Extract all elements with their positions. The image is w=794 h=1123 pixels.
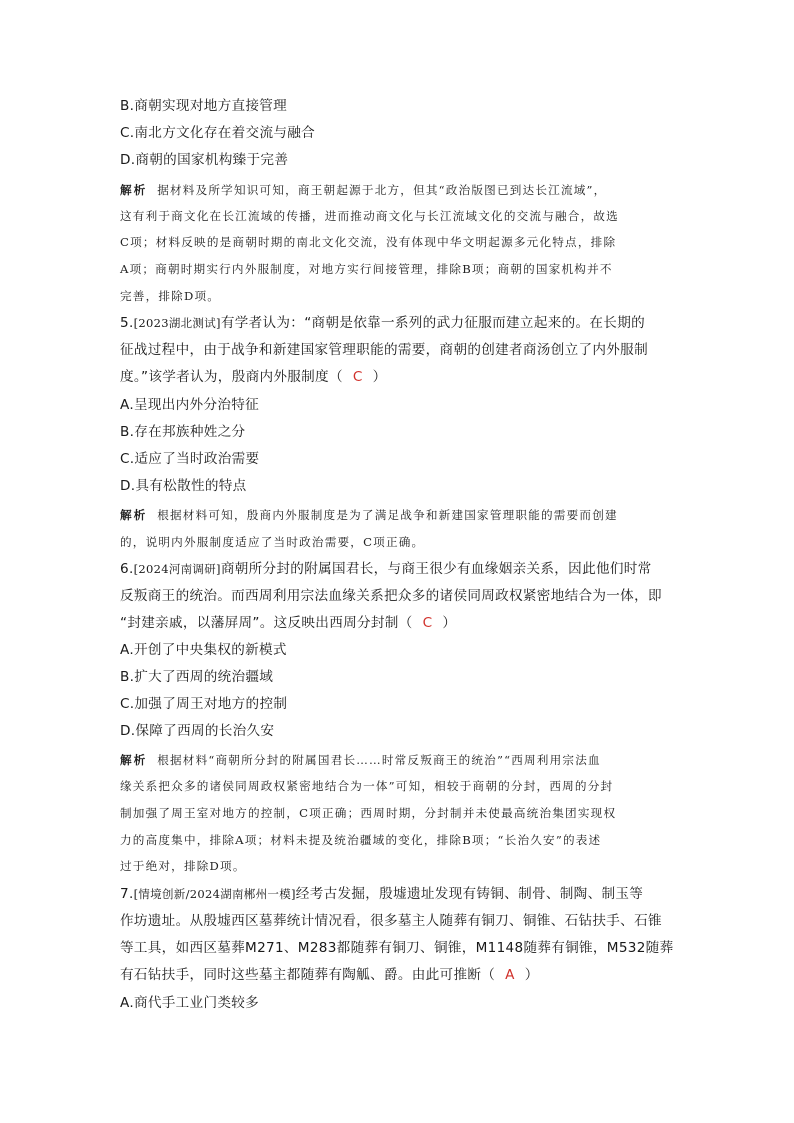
q4-explanation-line: C项；材料反映的是商朝时期的南北文化交流，没有体现中华文明起源多元化特点，排除 <box>120 235 617 249</box>
q6-explanation-line: 力的高度集中，排除A项；材料未提及统治疆域的变化，排除B项；“长治久安”的表述 <box>120 833 602 847</box>
q7-stem-line: 作坊遗址。从殷墟西区墓葬统计情况看，很多墓主人随葬有铜刀、铜锥、石钻扶手、石锥 <box>120 913 662 929</box>
q6-stem-line <box>120 614 680 632</box>
q5-option-a: A.呈现出内外分治特征 <box>120 397 260 413</box>
question-text: ） <box>524 967 539 983</box>
q4-explanation-line: 完善，排除D项。 <box>120 289 221 303</box>
q4-explanation-line: 这有利于商文化在长江流域的传播，进而推动商文化与长江流域文化的交流与融合，故选 <box>120 209 619 223</box>
q5-stem-line: 征战过程中，由于战争和新建国家管理职能的需要，商朝的创建者商汤创立了内外服制 <box>120 342 648 358</box>
q7-stem-line: 等工具，如西区墓葬M271、M283都随葬有铜刀、铜锥，M1148随葬有铜锥，M532随葬 <box>120 940 674 956</box>
q6-option-a: A.开创了中央集权的新模式 <box>120 642 287 658</box>
q5-option-b: B.存在邦族种姓之分 <box>120 424 246 440</box>
answer-mark: A <box>505 967 515 983</box>
question-number: 6. <box>120 561 134 577</box>
q4-option-d: D.商朝的国家机构臻于完善 <box>120 152 289 168</box>
q6-option-d: D.保障了西周的长治久安 <box>120 723 275 739</box>
question-number: 7. <box>120 886 134 902</box>
explanation-tag: 解析 <box>120 753 148 767</box>
q5-option-c: C.适应了当时政治需要 <box>120 451 260 467</box>
q5-explanation-line: 的，说明内外服制度适应了当时政治需要，C项正确。 <box>120 535 425 549</box>
question-text: 商朝所分封的附属国君长，与商王很少有血缘姻亲关系，因此他们时常 <box>220 561 652 577</box>
q4-explanation-line: A项；商朝时期实行内外服制度，对地方实行间接管理，排除B项；商朝的国家机构并不 <box>120 262 613 276</box>
q4-option-b: B.商朝实现对地方直接管理 <box>120 98 288 114</box>
q5-option-d: D.具有松散性的特点 <box>120 478 247 494</box>
explanation-tag: 解析 <box>120 508 148 522</box>
q6-explanation-line <box>120 751 680 769</box>
explanation-tag: 解析 <box>120 183 148 197</box>
question-text: “封建亲戚，以藩屏周”。这反映出西周分封制（ <box>120 615 413 631</box>
q6-explanation-line: 过于绝对，排除D项。 <box>120 859 246 873</box>
question-source: [2023湖北测试] <box>133 316 221 330</box>
explanation-text: 根据材料“商朝所分封的附属国君长……时常反叛商王的统治”“西周利用宗法血 <box>157 753 601 767</box>
question-text: 度。”该学者认为，殷商内外服制度（ <box>120 369 343 385</box>
question-text: ） <box>372 369 387 385</box>
explanation-text: 据材料及所学知识可知，商王朝起源于北方，但其“政治版图已到达长江流域”， <box>157 183 607 197</box>
answer-mark: C <box>422 615 433 631</box>
q6-stem-line <box>120 560 680 578</box>
q7-option-a: A.商代手工业门类较多 <box>120 995 260 1011</box>
q5-explanation-line <box>120 506 680 524</box>
q5-stem-line <box>120 314 680 332</box>
question-number: 5. <box>120 315 134 331</box>
explanation-text: 根据材料可知，殷商内外服制度是为了满足战争和新建国家管理职能的需要而创建 <box>157 508 618 522</box>
q5-stem-line <box>120 368 680 386</box>
question-source: [情境创新/2024湖南郴州一模] <box>133 887 296 901</box>
q4-option-c: C.南北方文化存在着交流与融合 <box>120 125 316 141</box>
q6-explanation-line: 制加强了周王室对地方的控制，C项正确；西周时期，分封制并未使最高统治集团实现权 <box>120 806 617 820</box>
question-text: ） <box>442 615 457 631</box>
answer-mark: C <box>352 369 363 385</box>
question-source: [2024河南调研] <box>133 562 221 576</box>
question-text: 有学者认为：“商朝是依靠一系列的武力征服而建立起来的。在长期的 <box>220 315 645 331</box>
q6-stem-line: 反叛商王的统治。而西周利用宗法血缘关系把众多的诸侯同周政权紧密地结合为一体，即 <box>120 588 662 604</box>
q6-option-c: C.加强了周王对地方的控制 <box>120 696 288 712</box>
q6-option-b: B.扩大了西周的统治疆域 <box>120 669 274 685</box>
q7-stem-line <box>120 966 680 984</box>
q7-stem-line <box>120 885 680 903</box>
q4-explanation-line <box>120 181 680 199</box>
question-text: 有石钻扶手，同时这些墓主都随葬有陶觚、爵。由此可推断（ <box>120 967 496 983</box>
question-text: 经考古发掘，殷墟遗址发现有铸铜、制骨、制陶、制玉等 <box>295 886 644 902</box>
q6-explanation-line: 缘关系把众多的诸侯同周政权紧密地结合为一体”可知，相较于商朝的分封，西周的分封 <box>120 779 614 793</box>
